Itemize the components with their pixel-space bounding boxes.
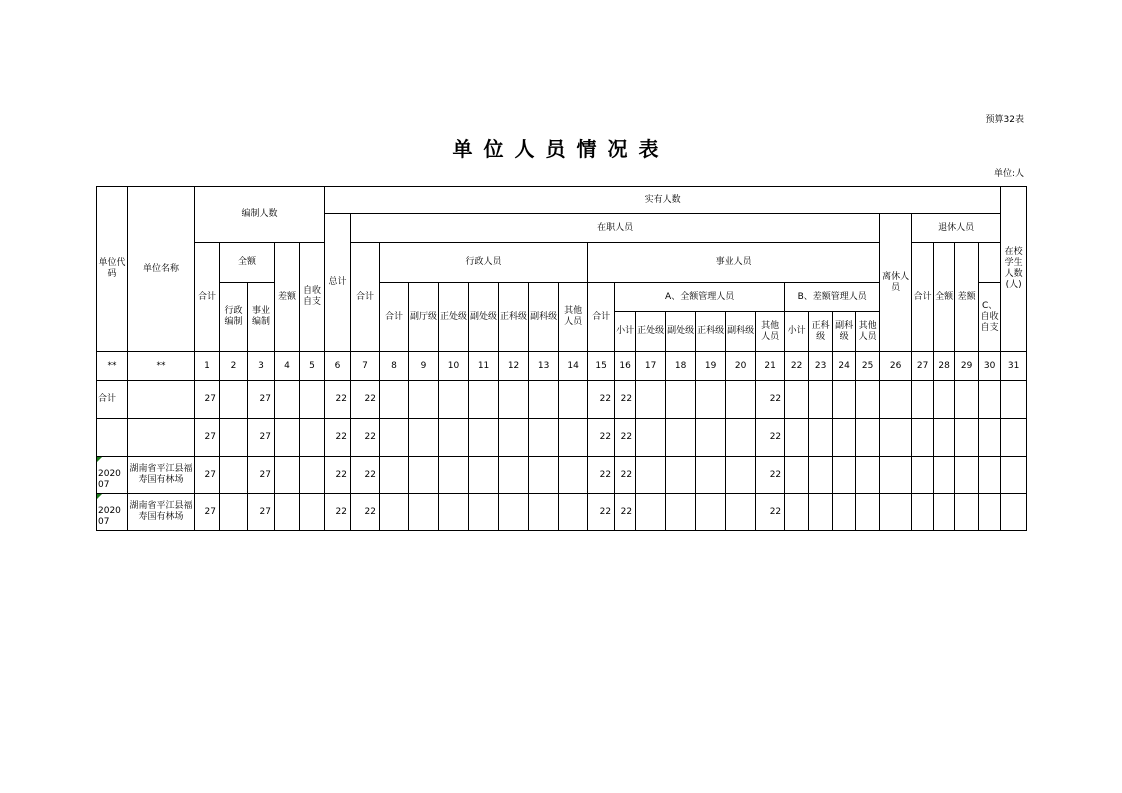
cell <box>785 381 809 419</box>
index-cell: 6 <box>325 352 351 381</box>
column-index-row <box>97 352 1027 381</box>
cell-col-21: 22 <box>756 381 785 419</box>
cell <box>409 494 439 531</box>
cell <box>469 381 499 419</box>
header-zaizhi: 在职人员 <box>351 214 880 243</box>
cell <box>275 494 300 531</box>
cell <box>696 494 726 531</box>
index-cell: 22 <box>785 352 809 381</box>
index-cell: 3 <box>248 352 275 381</box>
unit-label: 单位:人 <box>993 169 1024 179</box>
index-cell: 29 <box>955 352 979 381</box>
cell-col-3: 27 <box>248 419 275 457</box>
index-cell: 8 <box>380 352 409 381</box>
cell <box>300 457 325 494</box>
index-cell: ** <box>128 352 195 381</box>
cell <box>439 494 469 531</box>
header-a-quane-guanli: A、全额管理人员 <box>615 283 785 312</box>
cell <box>666 381 696 419</box>
table-row <box>97 381 1027 419</box>
header-bianzhi: 编制人数 <box>195 187 325 243</box>
row-name: 湖南省平江县福寿国有林场 <box>128 494 195 531</box>
index-cell: 16 <box>615 352 636 381</box>
cell <box>300 381 325 419</box>
row-code <box>97 457 128 494</box>
cell <box>833 419 856 457</box>
cell <box>833 381 856 419</box>
cell <box>666 457 696 494</box>
header-c-zishou-zizhi: C、自收自支 <box>979 283 1001 352</box>
cell <box>469 494 499 531</box>
index-cell: 27 <box>912 352 934 381</box>
cell <box>439 419 469 457</box>
header-zishou-zizhi: 自收自支 <box>300 243 325 352</box>
index-cell: 31 <box>1001 352 1027 381</box>
index-cell: 9 <box>409 352 439 381</box>
index-cell: 23 <box>809 352 833 381</box>
header-lixiu: 离休人员 <box>880 214 912 352</box>
index-cell: 30 <box>979 352 1001 381</box>
cell <box>856 457 880 494</box>
cell <box>934 419 955 457</box>
cell <box>529 494 559 531</box>
cell-col-1: 27 <box>195 494 220 531</box>
cell <box>559 494 588 531</box>
row-code-text: 202007 <box>98 469 121 490</box>
cell <box>880 494 912 531</box>
cell <box>469 457 499 494</box>
cell <box>559 381 588 419</box>
index-cell: 19 <box>696 352 726 381</box>
cell <box>529 457 559 494</box>
cell-col-21: 22 <box>756 457 785 494</box>
index-cell: 17 <box>636 352 666 381</box>
cell <box>696 457 726 494</box>
header-bianzhi-heji: 合计 <box>195 243 220 352</box>
cell <box>979 381 1001 419</box>
index-cell: 21 <box>756 352 785 381</box>
cell-col-3: 27 <box>248 381 275 419</box>
cell <box>955 419 979 457</box>
cell <box>979 457 1001 494</box>
header-zaizhi-heji: 合计 <box>351 243 380 352</box>
header-b-zheng-ke: 正科级 <box>809 312 833 352</box>
page-title: 单位人员情况表 <box>452 137 670 161</box>
header-a-fu-chu: 副处级 <box>666 312 696 352</box>
cell <box>856 419 880 457</box>
cell-col-21: 22 <box>756 494 785 531</box>
cell-col-6: 22 <box>325 457 351 494</box>
index-cell: 1 <box>195 352 220 381</box>
cell <box>380 457 409 494</box>
cell <box>912 494 934 531</box>
row-name <box>128 419 195 457</box>
cell <box>469 419 499 457</box>
cell <box>726 381 756 419</box>
cell <box>275 457 300 494</box>
cell <box>880 381 912 419</box>
cell <box>934 457 955 494</box>
header-tuixiu-chae: 差额 <box>955 243 979 352</box>
header-qita-renyuan: 其他人员 <box>559 283 588 352</box>
cell <box>1001 419 1027 457</box>
cell <box>955 494 979 531</box>
cell <box>409 419 439 457</box>
index-cell: 18 <box>666 352 696 381</box>
index-cell: 10 <box>439 352 469 381</box>
index-cell: 25 <box>856 352 880 381</box>
cell <box>1001 457 1027 494</box>
header-b-xiaoji: 小计 <box>785 312 809 352</box>
cell <box>1001 381 1027 419</box>
header-zheng-ke: 正科级 <box>499 283 529 352</box>
cell <box>499 494 529 531</box>
cell <box>220 494 248 531</box>
header-tuixiu-heji: 合计 <box>912 243 934 352</box>
index-cell: 11 <box>469 352 499 381</box>
row-code <box>97 419 128 457</box>
index-cell: 2 <box>220 352 248 381</box>
cell <box>912 457 934 494</box>
cell <box>696 381 726 419</box>
header-chae: 差额 <box>275 243 300 352</box>
cell-col-1: 27 <box>195 381 220 419</box>
cell <box>934 494 955 531</box>
cell-col-7: 22 <box>351 457 380 494</box>
cell <box>785 419 809 457</box>
cell-col-1: 27 <box>195 457 220 494</box>
cell <box>666 419 696 457</box>
header-a-qita: 其他人员 <box>756 312 785 352</box>
cell <box>809 381 833 419</box>
cell <box>785 494 809 531</box>
cell <box>529 419 559 457</box>
cell <box>409 457 439 494</box>
index-cell: 28 <box>934 352 955 381</box>
cell <box>499 381 529 419</box>
header-xingzheng-renyuan: 行政人员 <box>380 243 588 283</box>
cell <box>856 494 880 531</box>
header-b-chae-guanli: B、差额管理人员 <box>785 283 880 312</box>
cell-marker-icon <box>97 494 102 499</box>
header-tuixiu: 退休人员 <box>912 214 1001 243</box>
header-unit-code: 单位代码 <box>97 187 128 352</box>
cell <box>499 419 529 457</box>
table-row <box>97 457 1027 494</box>
row-code-text: 202007 <box>98 506 121 527</box>
row-name <box>128 381 195 419</box>
cell <box>809 419 833 457</box>
cell <box>809 494 833 531</box>
index-cell: ** <box>97 352 128 381</box>
table-row <box>97 494 1027 531</box>
cell-col-16: 22 <box>615 381 636 419</box>
cell <box>880 457 912 494</box>
header-zheng-chu: 正处级 <box>439 283 469 352</box>
header-tuixiu-quane: 全额 <box>934 243 955 352</box>
cell <box>529 381 559 419</box>
cell <box>380 381 409 419</box>
header-a-zheng-ke: 正科级 <box>696 312 726 352</box>
header-zongji: 总计 <box>325 214 351 352</box>
cell <box>726 494 756 531</box>
header-fu-ting: 副厅级 <box>409 283 439 352</box>
cell <box>380 494 409 531</box>
cell <box>559 419 588 457</box>
cell <box>275 419 300 457</box>
header-shiyou: 实有人数 <box>325 187 1001 214</box>
cell <box>559 457 588 494</box>
cell-col-1: 27 <box>195 419 220 457</box>
cell <box>380 419 409 457</box>
cell <box>785 457 809 494</box>
cell <box>833 494 856 531</box>
cell-col-15: 22 <box>588 381 615 419</box>
cell <box>666 494 696 531</box>
header-b-fu-ke: 副科级 <box>833 312 856 352</box>
cell <box>636 419 666 457</box>
cell-col-3: 27 <box>248 494 275 531</box>
index-cell: 4 <box>275 352 300 381</box>
index-cell: 12 <box>499 352 529 381</box>
cell <box>499 457 529 494</box>
cell-col-15: 22 <box>588 494 615 531</box>
header-fu-chu: 副处级 <box>469 283 499 352</box>
cell <box>220 419 248 457</box>
cell <box>912 419 934 457</box>
index-cell: 20 <box>726 352 756 381</box>
header-xingzheng-bianzhi: 行政编制 <box>220 283 248 352</box>
header-zaixiao-xuesheng: 在校学生人数(人) <box>1001 187 1027 352</box>
header-shiye-bianzhi: 事业编制 <box>248 283 275 352</box>
header-unit-name: 单位名称 <box>128 187 195 352</box>
cell-col-16: 22 <box>615 419 636 457</box>
cell-col-3: 27 <box>248 457 275 494</box>
cell-col-7: 22 <box>351 419 380 457</box>
index-cell: 15 <box>588 352 615 381</box>
cell <box>696 419 726 457</box>
cell <box>439 381 469 419</box>
cell <box>636 457 666 494</box>
cell-col-21: 22 <box>756 419 785 457</box>
table-row <box>97 419 1027 457</box>
cell-col-16: 22 <box>615 494 636 531</box>
personnel-table <box>96 186 1027 531</box>
cell <box>979 494 1001 531</box>
cell-col-6: 22 <box>325 494 351 531</box>
cell <box>833 457 856 494</box>
cell-col-15: 22 <box>588 457 615 494</box>
cell-col-16: 22 <box>615 457 636 494</box>
index-cell: 14 <box>559 352 588 381</box>
cell <box>912 381 934 419</box>
cell <box>955 381 979 419</box>
cell <box>275 381 300 419</box>
cell <box>955 457 979 494</box>
index-cell: 7 <box>351 352 380 381</box>
cell <box>856 381 880 419</box>
cell <box>726 457 756 494</box>
cell <box>636 494 666 531</box>
cell <box>300 419 325 457</box>
header-quane: 全额 <box>220 243 275 283</box>
cell <box>726 419 756 457</box>
cell-col-7: 22 <box>351 381 380 419</box>
cell <box>300 494 325 531</box>
index-cell: 13 <box>529 352 559 381</box>
cell-col-6: 22 <box>325 381 351 419</box>
cell <box>979 419 1001 457</box>
cell-marker-icon <box>97 457 102 462</box>
row-code <box>97 494 128 531</box>
cell-col-7: 22 <box>351 494 380 531</box>
header-shiye-heji: 合计 <box>588 283 615 352</box>
form-code: 预算32表 <box>985 115 1024 125</box>
cell <box>880 419 912 457</box>
cell <box>439 457 469 494</box>
cell <box>220 457 248 494</box>
header-xingzheng-heji: 合计 <box>380 283 409 352</box>
cell <box>220 381 248 419</box>
index-cell: 5 <box>300 352 325 381</box>
index-cell: 24 <box>833 352 856 381</box>
header-fu-ke: 副科级 <box>529 283 559 352</box>
row-code: 合计 <box>97 381 128 419</box>
header-shiye-renyuan: 事业人员 <box>588 243 880 283</box>
cell-col-6: 22 <box>325 419 351 457</box>
header-a-xiaoji: 小计 <box>615 312 636 352</box>
index-cell: 26 <box>880 352 912 381</box>
cell-col-15: 22 <box>588 419 615 457</box>
header-a-zheng-chu: 正处级 <box>636 312 666 352</box>
cell <box>409 381 439 419</box>
cell <box>809 457 833 494</box>
cell <box>934 381 955 419</box>
cell <box>636 381 666 419</box>
row-name: 湖南省平江县福寿国有林场 <box>128 457 195 494</box>
header-a-fu-ke: 副科级 <box>726 312 756 352</box>
cell <box>1001 494 1027 531</box>
header-b-qita: 其他人员 <box>856 312 880 352</box>
